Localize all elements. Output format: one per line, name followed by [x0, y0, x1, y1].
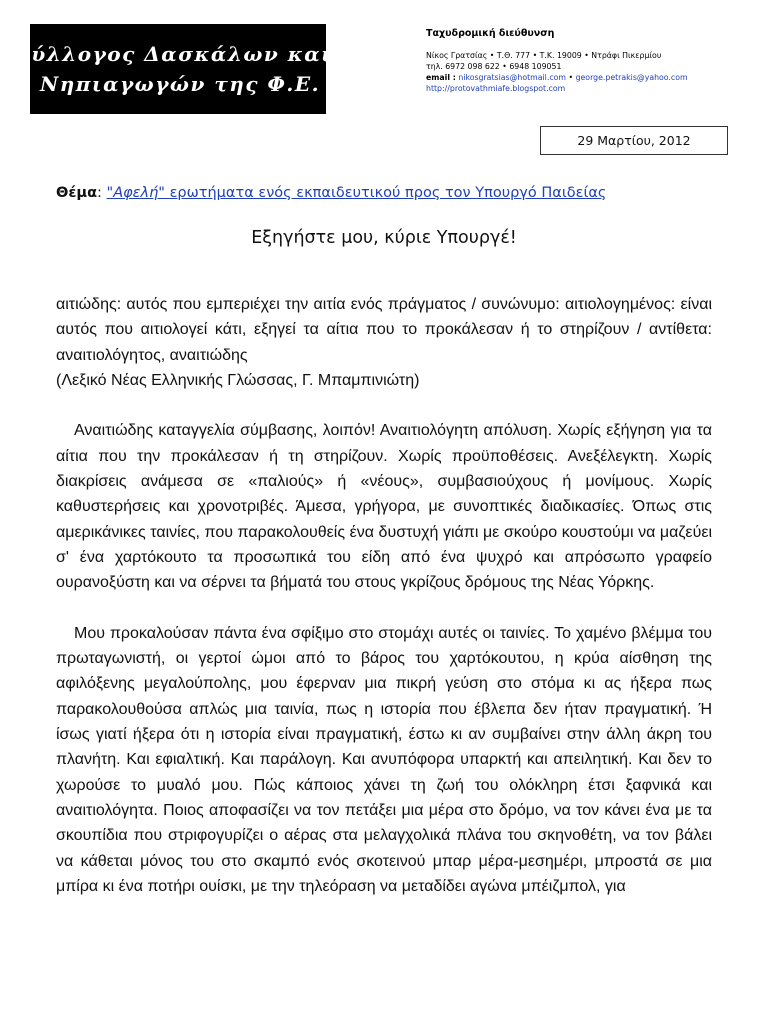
logo-line-1: Σύλλογος Δασκάλων και: [15, 42, 333, 66]
letter-body: [56, 292, 712, 899]
dictionary-source: (Λεξικό Νέας Ελληνικής Γλώσσας, Γ. Μπαμπινιώτη): [56, 371, 420, 389]
subject-topic-text: ερωτήματα ενός εκπαιδευτικού προς τον Υπουργό Παιδείας: [169, 185, 607, 201]
email-separator: •: [568, 73, 574, 82]
body-paragraph-2: Μου προκαλούσαν πάντα ένα σφίξιμο στο στομάχι αυτές οι ταινίες. Το χαμένο βλέμμα του πρωταγωνιστή, οι γερτοί ώμοι από το βάρος του χαρτόκουτου, η κρύα αίσθηση της αφιλόξενης μεγαλούπολης, μου έφερναν μια πικρή γεύση στο στόμα κι ας ήξερα πως παρακολουθούσα απλώς μια ταινία, πως η ιστορία που έβλεπα δεν ήταν πραγματική. Ή ίσως γιατί ήξερα ότι η ιστορία είναι πραγματική, έστω κι αν συμβαίνει στην άλλη άκρη του πλανήτη. Και εφιαλτική. Και παράλογη. Και ανυπόφορα υπαρκτή και απειλητική. Και δεν το χωρούσε το μυαλό μου. Πώς κάποιος χάνει τη ζωή του ολόκληρη έτσι ξαφνικά και αναιτιολόγητα. Ποιος αποφασίζει να τον πετάξει μια μέρα στο δρόμο, να τον κάνει ένα με τα σκουπίδια που στριφογυρίζει ο αέρας στα μελαγχολικά πλάνα του σκηνοθέτη, να τον βάλει να κάθεται μόνος του στο σκαμπό ενός σκοτεινού μπαρ μέρα-μεσημέρι, μπροστά σε μια μπίρα κι ένα ποτήρι ουίσκι, με την τηλεόραση να μεταδίδει αγώνα μπέιζμπολ, για: [56, 624, 712, 895]
contact-block: [426, 28, 756, 94]
website-link[interactable]: http://protovathmiafe.blogspot.com: [426, 84, 566, 93]
contact-heading: Ταχυδρομική διεύθυνση: [426, 28, 555, 39]
phone-numbers: τηλ. 6972 098 622 • 6948 109051: [426, 62, 562, 71]
association-logo: [15, 24, 333, 114]
email-link-2[interactable]: george.petrakis@yahoo.com: [575, 73, 688, 82]
body-paragraph-1: Αναιτιώδης καταγγελία σύμβασης, λοιπόν! Αναιτιολόγητη απόλυση. Χωρίς εξήγηση για τα αίτια που την προκάλεσαν ή τη στηρίζουν. Χωρίς προϋποθέσεις. Ανεξέλεγκτη. Χωρίς διακρίσεις ανάμεσα σε «παλιούς» ή «νέους», συμβασιούχους ή μονίμους. Χωρίς καθυστερήσεις και χρονοτριβές. Άμεσα, γρήγορα, με συνοπτικές διαδικασίες. Όπως στις αμερικάνικες ταινίες, που παρακολουθείς ένα δυστυχή γιάπι με σκούρο κουστούμι να μαζεύει σ' ένα χαρτόκουτο τα προσωπικά του είδη από ένα ψυχρό και απρόσωπο γραφείο ουρανοξύστη και να σέρνει τα βήματά του στους γκρίζους δρόμους της Νέας Υόρκης.: [56, 422, 712, 592]
postal-address: Νίκος Γρατσίας • Τ.Θ. 777 • Τ.Κ. 19009 • Ντράφι Πικερμίου: [426, 51, 662, 60]
definition-text: αιτιώδης: αυτός που εμπεριέχει την αιτία ενός πράγματος / συνώνυμο: αιτιολογημένος: είναι αυτός που αιτιολογεί κάτι, εξηγεί τα αίτια που το προκάλεσαν ή το στηρίζουν / αντίθετα: αναιτιολόγητος, αναιτιώδης: [56, 296, 712, 364]
subject-label: Θέμα: [56, 185, 98, 201]
email-link-1[interactable]: nikosgratsias@hotmail.com: [458, 73, 566, 82]
subject-topic: [107, 185, 607, 201]
email-line: [426, 72, 756, 83]
logo-line-2: Νηπιαγωγών της Φ.Ε.: [39, 72, 321, 96]
date-box: [540, 126, 728, 155]
subject-colon: :: [97, 185, 102, 201]
letter-date: 29 Μαρτίου, 2012: [577, 133, 691, 148]
letter-headline: Εξηγήστε μου, κύριε Υπουργέ!: [251, 228, 517, 248]
subject-quoted-word: "Αφελή": [106, 185, 165, 201]
email-label: email :: [426, 73, 456, 82]
definition-paragraph: [56, 292, 712, 393]
subject-line: [56, 185, 736, 201]
